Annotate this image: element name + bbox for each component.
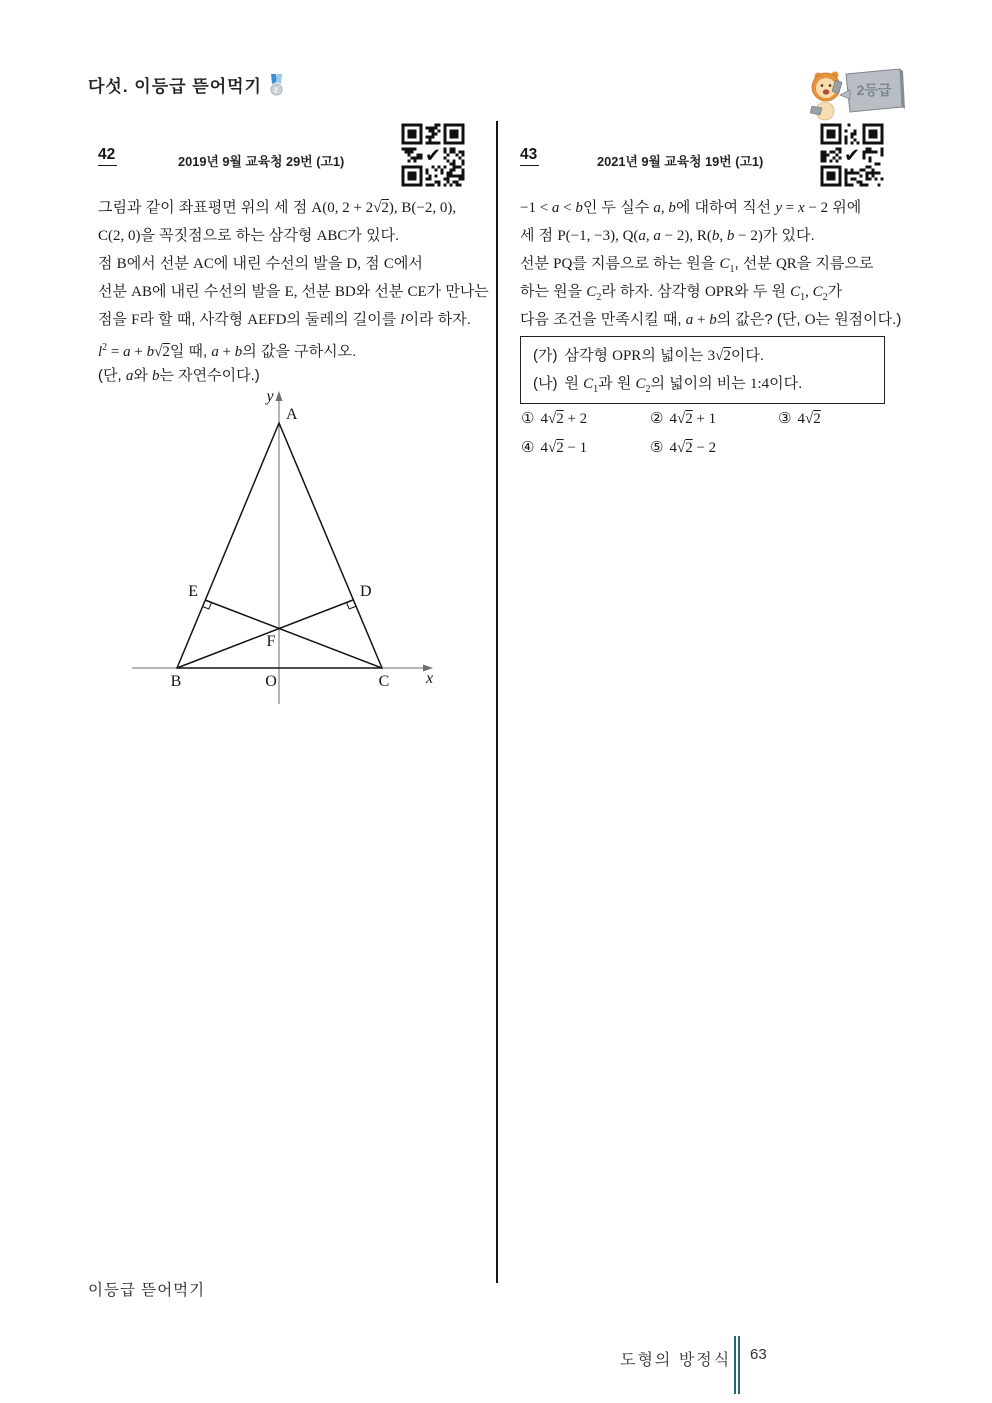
footer-chapter: 도형의 방정식 xyxy=(620,1352,732,1369)
problem-text-line: $l^2 = a + b√2$일 때, a + b의 값을 구하시오. xyxy=(98,342,357,360)
silver-medal-icon xyxy=(268,74,285,96)
condition-marker: (가) xyxy=(533,347,558,364)
page-number: 63 xyxy=(750,1346,767,1363)
problem-text-line: 다음 조건을 만족시킬 때, a + b의 값은? (단, O는 원점이다.) xyxy=(520,311,902,328)
lion-mascot-icon xyxy=(810,62,906,122)
choice-marker: ④ xyxy=(521,438,535,456)
answer-choice-5 xyxy=(650,437,716,458)
choice-value: 4√2 − 1 xyxy=(540,440,588,456)
condition-box xyxy=(520,336,885,404)
problem-text-line: C(2, 0)을 꼭짓점으로 하는 삼각형 ABC가 있다. xyxy=(98,227,400,244)
answer-choice-3 xyxy=(778,408,821,429)
label-point-b: B xyxy=(170,673,182,690)
answer-choice-2 xyxy=(650,408,716,429)
choice-marker: ② xyxy=(650,409,664,427)
problem-text-line: −1 < a < b인 두 실수 a, b에 대하여 직선 y = x − 2 위에 xyxy=(520,199,862,216)
footer-section-label: 이등급 뜯어먹기 xyxy=(88,1282,206,1299)
label-point-f: F xyxy=(266,633,276,650)
column-divider xyxy=(496,121,498,1283)
label-point-a: A xyxy=(286,406,298,423)
label-x-axis: x xyxy=(426,670,434,687)
svg-text:✔: ✔ xyxy=(425,144,441,167)
choice-marker: ③ xyxy=(778,409,792,427)
page-title xyxy=(88,72,285,97)
problem-text-line: 점을 F라 할 때, 사각형 AEFD의 둘레의 길이를 l이라 하자. xyxy=(98,311,471,328)
problem-text-line: 하는 원을 $C_2$라 하자. 삼각형 OPR와 두 원 $C_1$, $C_2$가 xyxy=(520,283,843,303)
medal-number: 2 xyxy=(273,84,280,94)
label-origin: O xyxy=(265,673,277,690)
mascot-badge-text: 2등급 xyxy=(856,82,892,98)
choice-marker: ① xyxy=(521,409,535,427)
footer-divider-bars xyxy=(734,1336,740,1394)
page-title-text: 다섯. 이등급 뜯어먹기 xyxy=(88,77,262,96)
problem-text-line: 점 B에서 선분 AC에 내린 수선의 발을 D, 점 C에서 xyxy=(98,255,423,272)
condition-text: 원 $C_1$과 원 $C_2$의 넓이의 비는 1:4이다. xyxy=(564,375,803,395)
problem-number: 42 xyxy=(98,146,117,166)
segment-bd xyxy=(177,600,353,668)
problem-text-line: 선분 AB에 내린 수선의 발을 E, 선분 BD와 선분 CE가 만나는 xyxy=(98,283,489,300)
label-point-e: E xyxy=(188,583,198,600)
condition-item xyxy=(533,342,884,370)
problem-text-line: 그림과 같이 좌표평면 위의 세 점 A(0, 2 + 2√2), B(−2, 0), xyxy=(98,199,457,216)
choice-value: 4√2 + 1 xyxy=(669,411,717,427)
svg-text:✔: ✔ xyxy=(844,144,860,167)
condition-text: 삼각형 OPR의 넓이는 3√2이다. xyxy=(564,347,764,364)
y-axis-arrow-icon xyxy=(276,391,283,401)
problem-text-line: 세 점 P(−1, −3), Q(a, a − 2), R(b, b − 2)가 있다. xyxy=(520,227,815,244)
label-point-c: C xyxy=(378,673,390,690)
answer-choice-1 xyxy=(521,408,587,429)
answer-choice-4 xyxy=(521,437,587,458)
choice-value: 4√2 − 2 xyxy=(669,440,717,456)
condition-item xyxy=(533,370,884,398)
qr-code-43 xyxy=(819,122,885,188)
problem-text xyxy=(98,194,493,390)
choice-value: 4√2 xyxy=(797,411,821,427)
problem-text-line: (단, a와 b는 자연수이다.) xyxy=(98,367,260,384)
problem-text-line: 선분 PQ를 지름으로 하는 원을 $C_1$, 선분 QR을 지름으로 xyxy=(520,255,874,275)
choice-marker: ⑤ xyxy=(650,438,664,456)
choice-value: 4√2 + 2 xyxy=(540,411,588,427)
qr-code-42 xyxy=(400,122,466,188)
problem-source: 2021년 9월 교육청 19번 (고1) xyxy=(597,154,764,169)
problem-text xyxy=(520,194,915,334)
label-y-axis: y xyxy=(266,388,274,405)
problem-source: 2019년 9월 교육청 29번 (고1) xyxy=(178,154,345,169)
segment-ce xyxy=(205,600,382,668)
geometry-diagram xyxy=(120,386,460,716)
label-point-d: D xyxy=(360,583,372,600)
condition-marker: (나) xyxy=(533,375,558,392)
problem-number: 43 xyxy=(520,146,539,166)
